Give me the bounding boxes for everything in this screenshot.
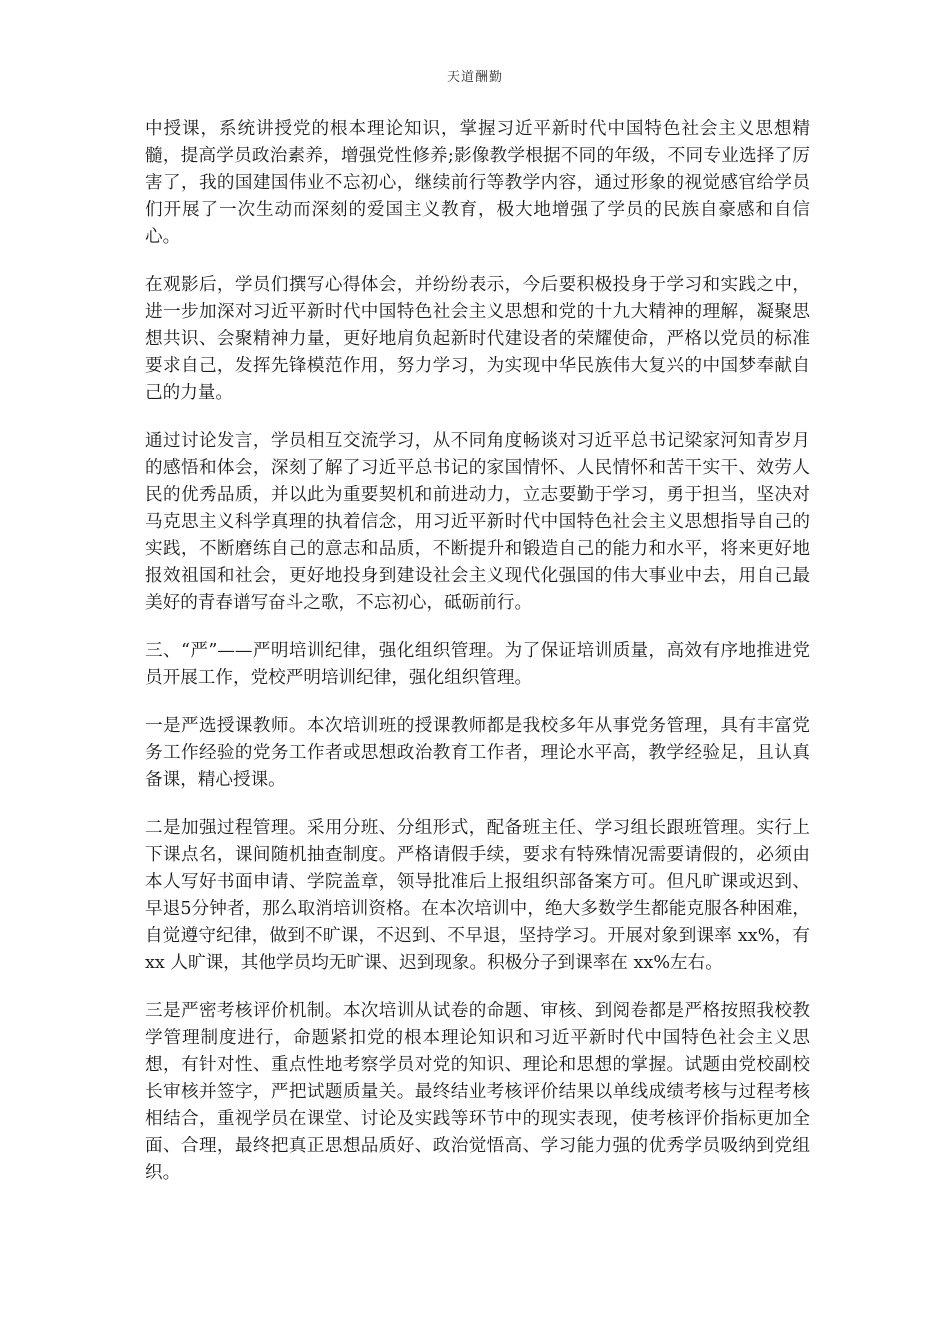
paragraph: 一是严选授课教师。本次培训班的授课教师都是我校多年从事党务管理，具有丰富党务工作经验的党务工作者或思想政治教育工作者，理论水平高，教学经验足，且认真备课，精心授课。 — [145, 716, 810, 790]
paragraph: 三是严密考核评价机制。本次培训从试卷的命题、审核、到阅卷都是严格按照我校教学管理制度进行，命题紧扣党的根本理论知识和习近平新时代中国特色社会主义思想，有针对性、重点性地考察学员对党的知识、理论和思想的掌握。试题由党校副校长审核并签字，严把试题质量关。最终结业考核评价结果以单线成绩考核与过程考核相结合，重视学员在课堂、讨论及实践等环节中的现实表现，使考核评价指标更加全面、合理，最终把真正思想品质好、政治觉悟高、学习能力强的优秀学员吸纳到党组织。 — [145, 1001, 810, 1183]
paragraph: 在观影后，学员们撰写心得体会，并纷纷表示，今后要积极投身于学习和实践之中，进一步加深对习近平新时代中国特色社会主义思想和党的十九大精神的理解，凝聚思想共识、会聚精神力量，更好地肩负起新时代建设者的荣耀使命，严格以党员的标准要求自己，发挥先锋模范作用，努力学习，为实现中华民族伟大复兴的中国梦奉献自己的力量。 — [145, 275, 810, 403]
page-header: 天道酬勤 — [446, 70, 503, 85]
document-body — [145, 116, 810, 1208]
paragraph: 三、“严”——严明培训纪律，强化组织管理。为了保证培训质量，高效有序地推进党员开展工作，党校严明培训纪律，强化组织管理。 — [145, 641, 810, 688]
paragraph: 中授课，系统讲授党的根本理论知识，掌握习近平新时代中国特色社会主义思想精髓，提高学员政治素养，增强党性修养;影像教学根据不同的年级，不同专业选择了厉害了，我的国建国伟业不忘初心，继续前行等教学内容，通过形象的视觉感官给学员们开展了一次生动而深刻的爱国主义教育，极大地增强了学员的民族自豪感和自信心。 — [145, 119, 810, 247]
paragraph: 通过讨论发言，学员相互交流学习，从不同角度畅谈对习近平总书记梁家河知青岁月的感悟和体会，深刻了解了习近平总书记的家国情怀、人民情怀和苦干实干、效劳人民的优秀品质，并以此为重要契机和前进动力，立志要勤于学习，勇于担当，坚决对马克思主义科学真理的执着信念，用习近平新时代中国特色社会主义思想指导自己的实践，不断磨练自己的意志和品质，不断提升和锻造自己的能力和水平，将来更好地报效祖国和社会，更好地投身到建设社会主义现代化强国的伟大事业中去，用自己最美好的青春谱写奋斗之歌，不忘初心，砥砺前行。 — [145, 431, 810, 613]
paragraph: 二是加强过程管理。采用分班、分组形式，配备班主任、学习组长跟班管理。实行上下课点名，课间随机抽查制度。严格请假手续，要求有特殊情况需要请假的，必须由本人写好书面申请、学院盖章，领导批准后上报组织部备案方可。但凡旷课或迟到、早退5分钟者，那么取消培训资格。在本次培训中，绝大多数学生都能克服各种困难，自觉遵守纪律，做到不旷课，不迟到、不早退，坚持学习。开展对象到课率 xx%，有 xx 人旷课，其他学员均无旷课、迟到现象。积极分子到课率在 xx%左右。 — [145, 818, 810, 973]
